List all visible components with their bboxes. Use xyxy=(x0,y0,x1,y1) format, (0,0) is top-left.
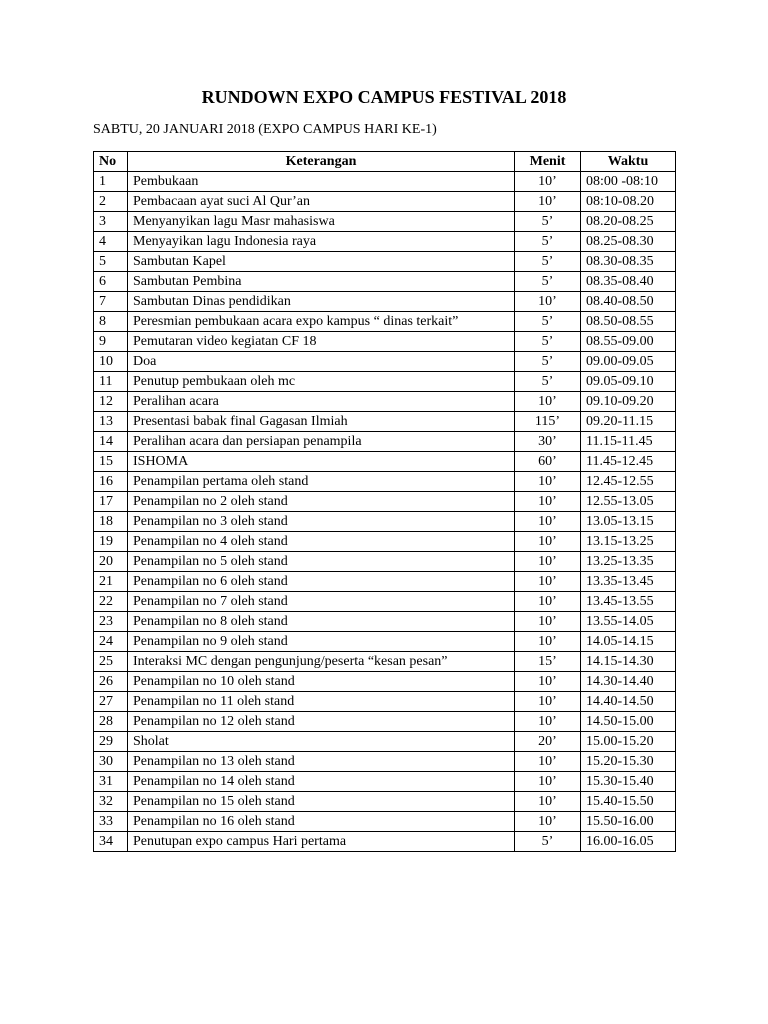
cell-no: 15 xyxy=(94,452,128,472)
cell-keterangan: Sambutan Kapel xyxy=(128,252,515,272)
table-row xyxy=(94,792,676,812)
header-no: No xyxy=(94,152,128,172)
table-row xyxy=(94,472,676,492)
cell-no: 12 xyxy=(94,392,128,412)
cell-waktu: 16.00-16.05 xyxy=(581,832,676,852)
cell-no: 9 xyxy=(94,332,128,352)
cell-waktu: 08:10-08.20 xyxy=(581,192,676,212)
cell-waktu: 09.05-09.10 xyxy=(581,372,676,392)
table-row xyxy=(94,572,676,592)
cell-waktu: 14.15-14.30 xyxy=(581,652,676,672)
cell-keterangan: Penampilan no 16 oleh stand xyxy=(128,812,515,832)
table-row xyxy=(94,292,676,312)
cell-waktu: 08.25-08.30 xyxy=(581,232,676,252)
cell-menit: 10’ xyxy=(515,612,581,632)
table-row xyxy=(94,272,676,292)
cell-waktu: 11.15-11.45 xyxy=(581,432,676,452)
cell-menit: 10’ xyxy=(515,672,581,692)
schedule-date-subtitle: SABTU, 20 JANUARI 2018 (EXPO CAMPUS HARI KE-1) xyxy=(93,122,437,137)
cell-no: 14 xyxy=(94,432,128,452)
cell-no: 30 xyxy=(94,752,128,772)
table-row xyxy=(94,512,676,532)
cell-keterangan: Doa xyxy=(128,352,515,372)
cell-waktu: 14.50-15.00 xyxy=(581,712,676,732)
cell-no: 1 xyxy=(94,172,128,192)
table-row xyxy=(94,612,676,632)
cell-menit: 10’ xyxy=(515,712,581,732)
cell-menit: 15’ xyxy=(515,652,581,672)
cell-waktu: 12.45-12.55 xyxy=(581,472,676,492)
cell-menit: 10’ xyxy=(515,492,581,512)
table-row xyxy=(94,192,676,212)
cell-waktu: 09.20-11.15 xyxy=(581,412,676,432)
cell-keterangan: Sholat xyxy=(128,732,515,752)
cell-waktu: 08.30-08.35 xyxy=(581,252,676,272)
table-row xyxy=(94,392,676,412)
cell-keterangan: Penampilan no 7 oleh stand xyxy=(128,592,515,612)
cell-waktu: 13.45-13.55 xyxy=(581,592,676,612)
cell-no: 7 xyxy=(94,292,128,312)
cell-no: 5 xyxy=(94,252,128,272)
cell-keterangan: Peresmian pembukaan acara expo kampus “ dinas terkait” xyxy=(128,312,515,332)
table-row xyxy=(94,332,676,352)
header-keterangan: Keterangan xyxy=(128,152,515,172)
cell-keterangan: Menyayikan lagu Indonesia raya xyxy=(128,232,515,252)
cell-no: 4 xyxy=(94,232,128,252)
cell-keterangan: Sambutan Dinas pendidikan xyxy=(128,292,515,312)
cell-keterangan: Penutupan expo campus Hari pertama xyxy=(128,832,515,852)
cell-keterangan: ISHOMA xyxy=(128,452,515,472)
cell-no: 19 xyxy=(94,532,128,552)
cell-menit: 115’ xyxy=(515,412,581,432)
cell-waktu: 14.05-14.15 xyxy=(581,632,676,652)
cell-no: 29 xyxy=(94,732,128,752)
cell-waktu: 08:00 -08:10 xyxy=(581,172,676,192)
table-row xyxy=(94,452,676,472)
cell-menit: 10’ xyxy=(515,512,581,532)
cell-menit: 10’ xyxy=(515,592,581,612)
cell-menit: 5’ xyxy=(515,212,581,232)
cell-no: 21 xyxy=(94,572,128,592)
table-row xyxy=(94,532,676,552)
cell-waktu: 15.40-15.50 xyxy=(581,792,676,812)
cell-menit: 5’ xyxy=(515,232,581,252)
cell-keterangan: Menyanyikan lagu Masr mahasiswa xyxy=(128,212,515,232)
cell-waktu: 08.55-09.00 xyxy=(581,332,676,352)
cell-keterangan: Penampilan pertama oleh stand xyxy=(128,472,515,492)
cell-no: 26 xyxy=(94,672,128,692)
cell-no: 13 xyxy=(94,412,128,432)
table-row xyxy=(94,672,676,692)
table-row xyxy=(94,652,676,672)
cell-no: 28 xyxy=(94,712,128,732)
cell-keterangan: Penampilan no 2 oleh stand xyxy=(128,492,515,512)
cell-keterangan: Penampilan no 14 oleh stand xyxy=(128,772,515,792)
cell-keterangan: Peralihan acara xyxy=(128,392,515,412)
cell-keterangan: Penampilan no 11 oleh stand xyxy=(128,692,515,712)
table-header-row xyxy=(94,152,676,172)
cell-menit: 5’ xyxy=(515,272,581,292)
cell-menit: 30’ xyxy=(515,432,581,452)
cell-waktu: 11.45-12.45 xyxy=(581,452,676,472)
cell-menit: 5’ xyxy=(515,332,581,352)
cell-waktu: 09.00-09.05 xyxy=(581,352,676,372)
table-row xyxy=(94,712,676,732)
cell-keterangan: Interaksi MC dengan pengunjung/peserta “kesan pesan” xyxy=(128,652,515,672)
cell-menit: 10’ xyxy=(515,632,581,652)
cell-waktu: 12.55-13.05 xyxy=(581,492,676,512)
cell-no: 11 xyxy=(94,372,128,392)
table-row xyxy=(94,232,676,252)
table-row xyxy=(94,172,676,192)
cell-keterangan: Pembukaan xyxy=(128,172,515,192)
cell-no: 10 xyxy=(94,352,128,372)
cell-no: 24 xyxy=(94,632,128,652)
table-body xyxy=(94,172,676,852)
cell-no: 3 xyxy=(94,212,128,232)
cell-keterangan: Penampilan no 6 oleh stand xyxy=(128,572,515,592)
table-row xyxy=(94,372,676,392)
cell-no: 16 xyxy=(94,472,128,492)
cell-no: 27 xyxy=(94,692,128,712)
cell-menit: 10’ xyxy=(515,472,581,492)
table-row xyxy=(94,552,676,572)
cell-no: 32 xyxy=(94,792,128,812)
header-waktu: Waktu xyxy=(581,152,676,172)
cell-menit: 10’ xyxy=(515,692,581,712)
cell-no: 6 xyxy=(94,272,128,292)
table-row xyxy=(94,772,676,792)
cell-waktu: 13.25-13.35 xyxy=(581,552,676,572)
cell-menit: 10’ xyxy=(515,812,581,832)
cell-menit: 10’ xyxy=(515,772,581,792)
cell-keterangan: Penampilan no 4 oleh stand xyxy=(128,532,515,552)
cell-menit: 10’ xyxy=(515,392,581,412)
cell-menit: 5’ xyxy=(515,312,581,332)
cell-menit: 10’ xyxy=(515,572,581,592)
cell-no: 8 xyxy=(94,312,128,332)
table-row xyxy=(94,752,676,772)
table-row xyxy=(94,432,676,452)
table-row xyxy=(94,812,676,832)
cell-keterangan: Penampilan no 9 oleh stand xyxy=(128,632,515,652)
cell-keterangan: Sambutan Pembina xyxy=(128,272,515,292)
cell-no: 18 xyxy=(94,512,128,532)
cell-menit: 10’ xyxy=(515,292,581,312)
cell-menit: 5’ xyxy=(515,252,581,272)
table-row xyxy=(94,732,676,752)
cell-waktu: 15.20-15.30 xyxy=(581,752,676,772)
table-row xyxy=(94,592,676,612)
table-row xyxy=(94,832,676,852)
cell-waktu: 14.30-14.40 xyxy=(581,672,676,692)
cell-menit: 5’ xyxy=(515,352,581,372)
cell-no: 25 xyxy=(94,652,128,672)
table-row xyxy=(94,252,676,272)
cell-keterangan: Penampilan no 3 oleh stand xyxy=(128,512,515,532)
cell-no: 20 xyxy=(94,552,128,572)
cell-menit: 5’ xyxy=(515,832,581,852)
cell-keterangan: Penampilan no 8 oleh stand xyxy=(128,612,515,632)
cell-menit: 60’ xyxy=(515,452,581,472)
cell-no: 33 xyxy=(94,812,128,832)
cell-waktu: 08.40-08.50 xyxy=(581,292,676,312)
table-row xyxy=(94,412,676,432)
cell-waktu: 13.55-14.05 xyxy=(581,612,676,632)
cell-keterangan: Penutup pembukaan oleh mc xyxy=(128,372,515,392)
table-row xyxy=(94,312,676,332)
cell-no: 31 xyxy=(94,772,128,792)
cell-menit: 10’ xyxy=(515,172,581,192)
cell-no: 17 xyxy=(94,492,128,512)
cell-keterangan: Pembacaan ayat suci Al Qur’an xyxy=(128,192,515,212)
page-title: RUNDOWN EXPO CAMPUS FESTIVAL 2018 xyxy=(201,87,567,107)
cell-no: 2 xyxy=(94,192,128,212)
cell-menit: 10’ xyxy=(515,552,581,572)
cell-waktu: 08.35-08.40 xyxy=(581,272,676,292)
cell-menit: 10’ xyxy=(515,192,581,212)
cell-waktu: 14.40-14.50 xyxy=(581,692,676,712)
cell-waktu: 15.50-16.00 xyxy=(581,812,676,832)
cell-keterangan: Penampilan no 10 oleh stand xyxy=(128,672,515,692)
cell-no: 34 xyxy=(94,832,128,852)
cell-keterangan: Penampilan no 12 oleh stand xyxy=(128,712,515,732)
cell-no: 22 xyxy=(94,592,128,612)
cell-keterangan: Penampilan no 13 oleh stand xyxy=(128,752,515,772)
cell-waktu: 09.10-09.20 xyxy=(581,392,676,412)
table-row xyxy=(94,352,676,372)
cell-keterangan: Presentasi babak final Gagasan Ilmiah xyxy=(128,412,515,432)
cell-waktu: 08.20-08.25 xyxy=(581,212,676,232)
cell-menit: 10’ xyxy=(515,792,581,812)
cell-keterangan: Peralihan acara dan persiapan penampila xyxy=(128,432,515,452)
cell-waktu: 15.30-15.40 xyxy=(581,772,676,792)
cell-menit: 5’ xyxy=(515,372,581,392)
table-row xyxy=(94,692,676,712)
cell-waktu: 13.15-13.25 xyxy=(581,532,676,552)
cell-keterangan: Penampilan no 5 oleh stand xyxy=(128,552,515,572)
cell-menit: 10’ xyxy=(515,752,581,772)
cell-waktu: 13.05-13.15 xyxy=(581,512,676,532)
cell-no: 23 xyxy=(94,612,128,632)
cell-menit: 20’ xyxy=(515,732,581,752)
cell-waktu: 08.50-08.55 xyxy=(581,312,676,332)
cell-keterangan: Penampilan no 15 oleh stand xyxy=(128,792,515,812)
cell-keterangan: Pemutaran video kegiatan CF 18 xyxy=(128,332,515,352)
rundown-table xyxy=(93,151,676,852)
table-row xyxy=(94,212,676,232)
table-row xyxy=(94,632,676,652)
header-menit: Menit xyxy=(515,152,581,172)
cell-waktu: 13.35-13.45 xyxy=(581,572,676,592)
cell-menit: 10’ xyxy=(515,532,581,552)
table-row xyxy=(94,492,676,512)
cell-waktu: 15.00-15.20 xyxy=(581,732,676,752)
